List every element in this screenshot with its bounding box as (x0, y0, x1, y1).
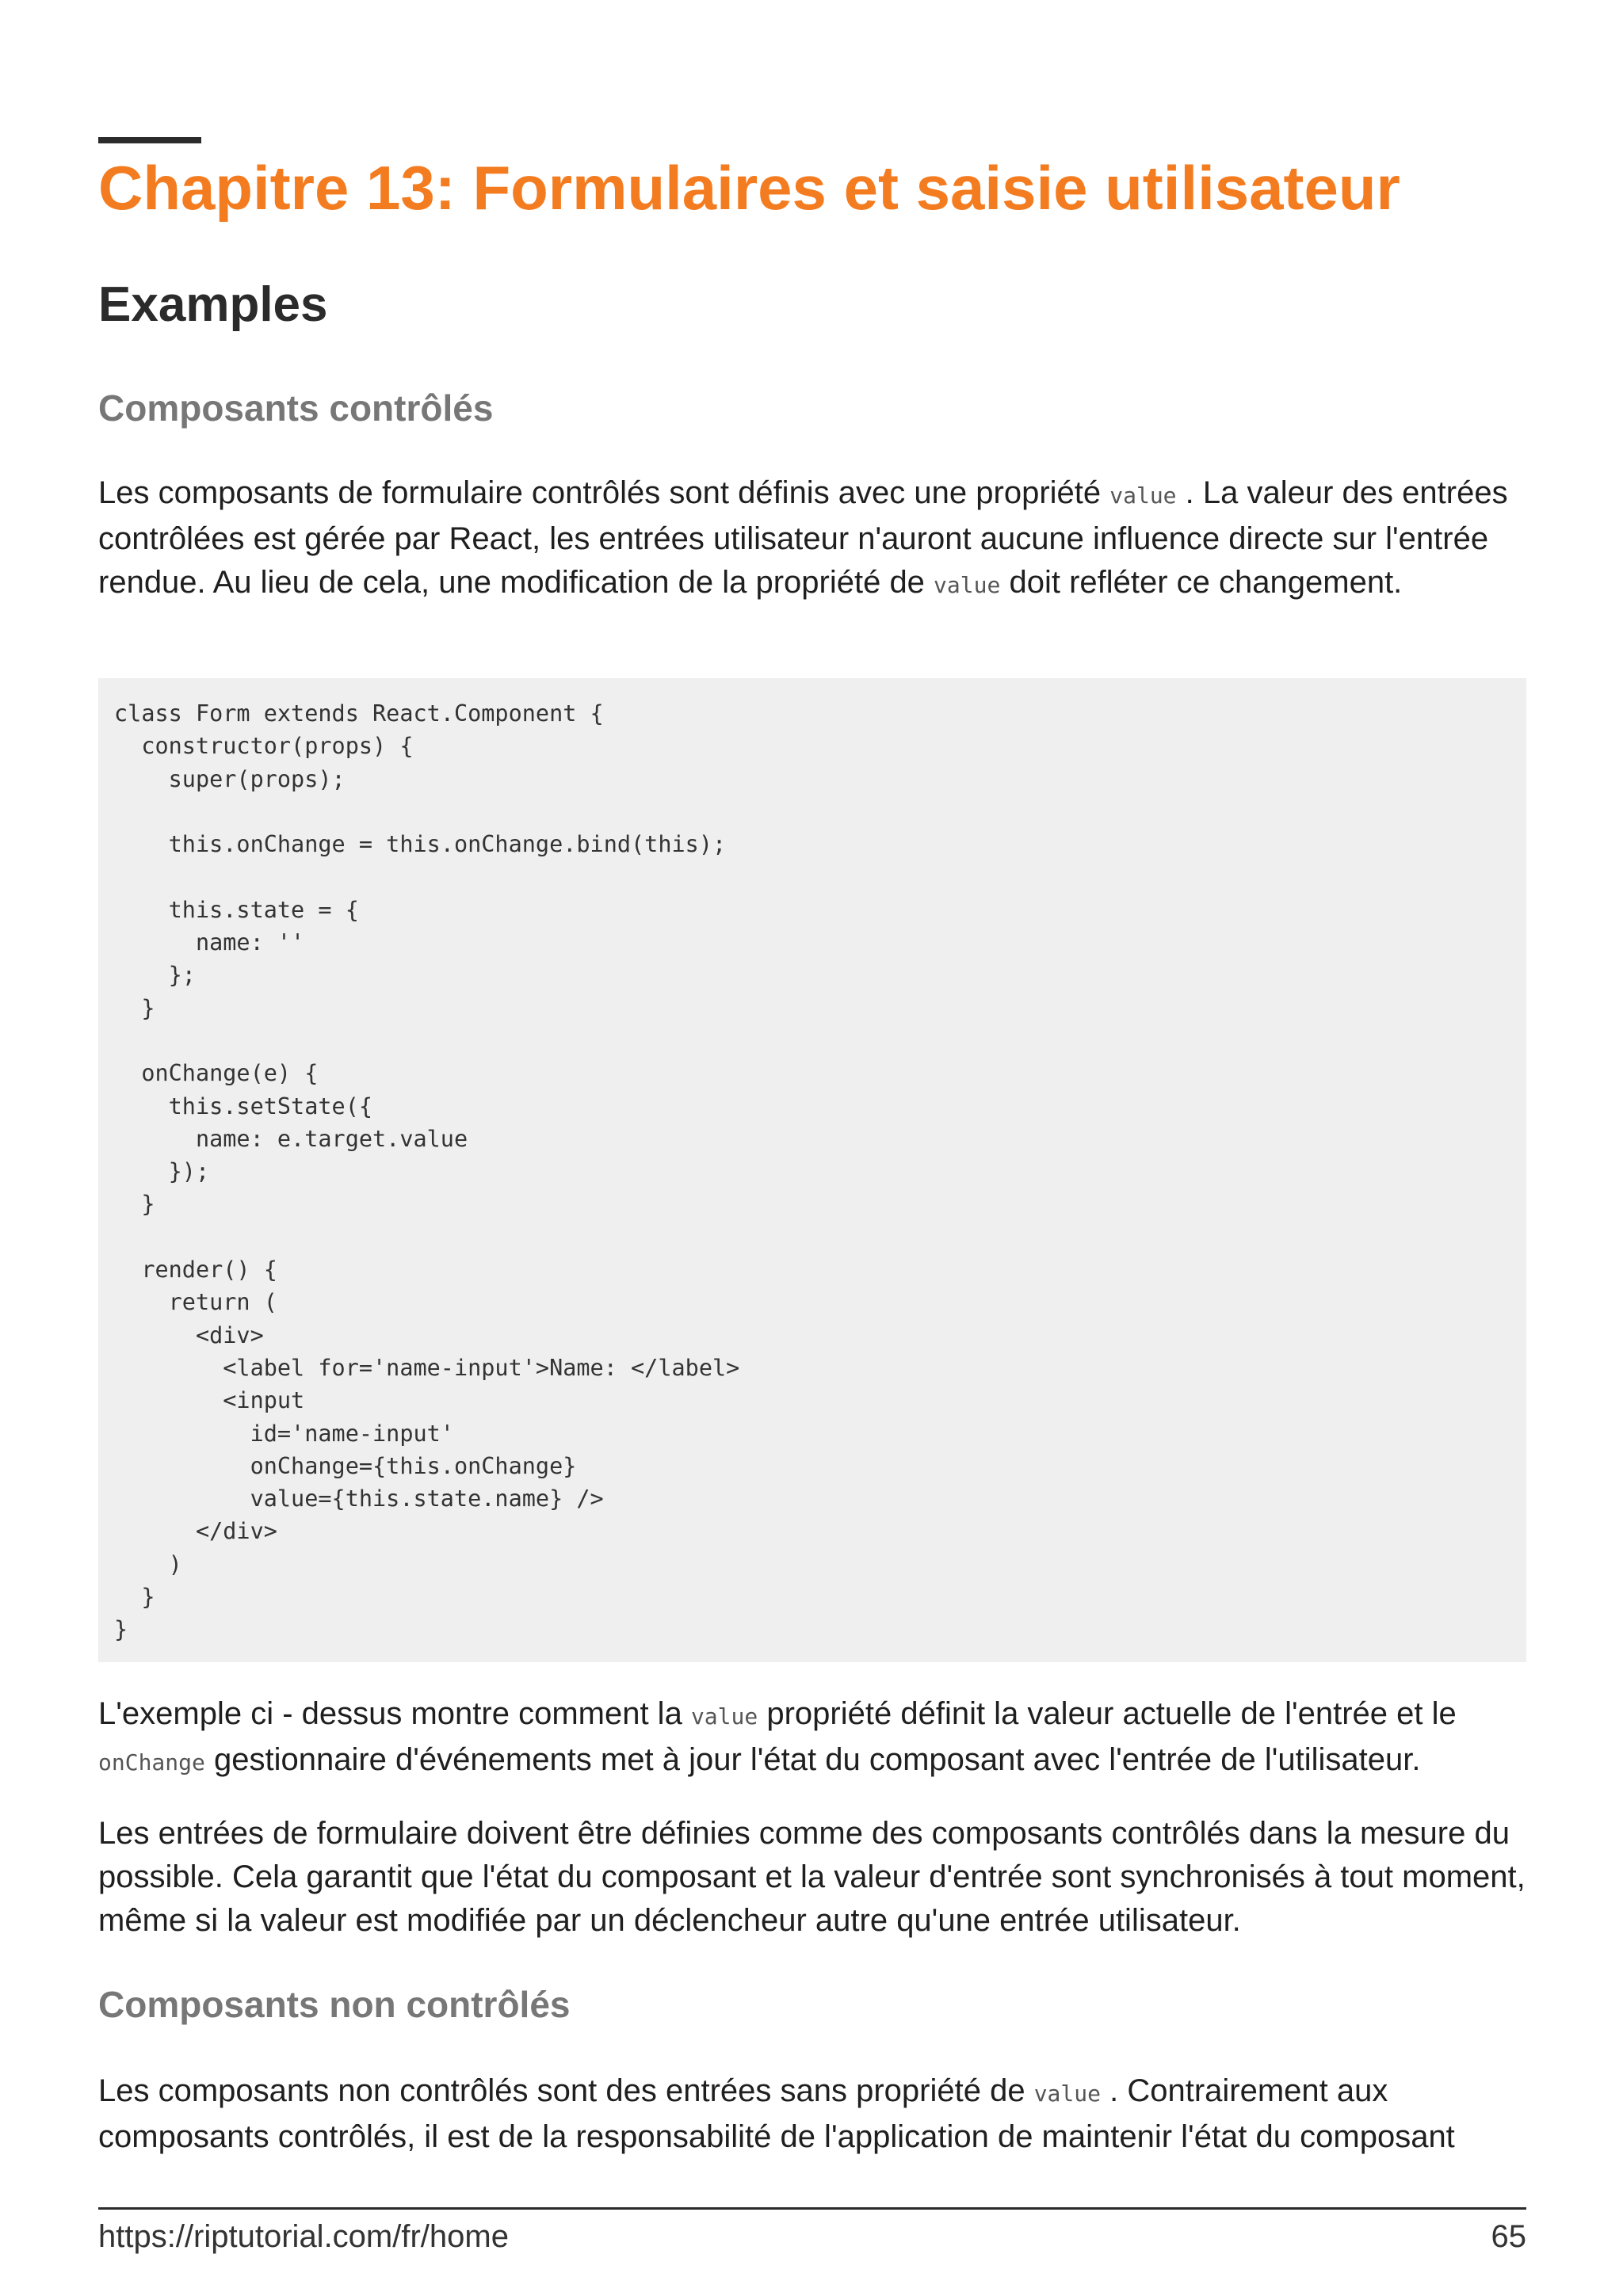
uncontrolled-components-heading: Composants non contrôlés (98, 1984, 571, 2025)
text-run: Les composants non contrôlés sont des entrées sans propriété de (98, 2073, 1034, 2108)
text-run: L'exemple ci - dessus montre comment la (98, 1696, 691, 1731)
chapter-title: Chapitre 13: Formulaires et saisie utilisateur (98, 153, 1400, 223)
text-run: doit refléter ce changement. (1000, 565, 1403, 600)
footer-url-link[interactable]: https://riptutorial.com/fr/home (98, 2219, 509, 2254)
text-run: . La valeur des entrées contrôlées est gérée par React, les entrées utilisateur n'auront aucune influence directe sur l'entrée rendue. Au lieu de cela, une modification de la propriété de (98, 475, 1508, 600)
inline-code-value: value (690, 1703, 758, 1730)
text-run: gestionnaire d'événements met à jour l'état du composant avec l'entrée de l'utilisateur. (204, 1742, 1421, 1777)
controlled-explanation-paragraph (98, 1692, 1526, 1784)
chapter-accent-bar (98, 137, 201, 143)
inline-code-onchange: onChange (98, 1749, 205, 1775)
inline-code-value: value (1109, 482, 1177, 509)
page-number: 65 (1491, 2219, 1526, 2254)
controlled-intro-paragraph (98, 471, 1526, 607)
text-run: . Contrairement aux composants contrôlés, il est de la responsabilité de l'application de maintenir l'état du composant (98, 2073, 1455, 2154)
document-page (98, 0, 1526, 2296)
inline-code-value: value (934, 572, 1001, 598)
section-title: Examples (98, 277, 328, 332)
footer-divider (98, 2207, 1526, 2210)
controlled-components-heading: Composants contrôlés (98, 387, 494, 429)
controlled-advice-paragraph: Les entrées de formulaire doivent être définies comme des composants contrôlés dans la mesure du possible. Cela garantit que l'état du composant et la valeur d'entrée sont synchronisés à tout moment, même si la valeur est modifiée par un déclencheur autre qu'une entrée utilisateur. (98, 1816, 1526, 1938)
text-run: Les composants de formulaire contrôlés sont définis avec une propriété (98, 475, 1110, 510)
inline-code-value: value (1033, 2081, 1101, 2107)
text-run: propriété définit la valeur actuelle de l'entrée et le (758, 1696, 1457, 1731)
uncontrolled-intro-paragraph (98, 2069, 1526, 2159)
code-block-controlled-form: class Form extends React.Component { constructor(props) { super(props); this.onChange = this.onChange.bind(this); this.state = { name: '' }; } onChange(e) { this.setState({ name: e.target.value }); } render() { return ( <div> <label for='name-input'>Name: </label> <input id='name-input' onChange={this.onChange} value={this.state.name} /> </div> ) } } (98, 678, 1526, 1662)
